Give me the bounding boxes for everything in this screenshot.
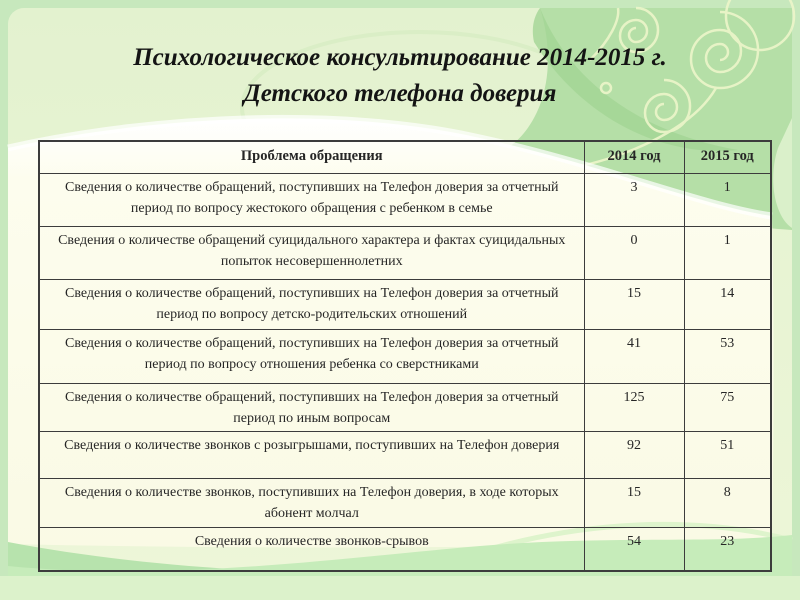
table-row xyxy=(39,479,771,528)
value-2014-cell: 54 xyxy=(584,527,684,571)
value-2014-cell: 125 xyxy=(584,383,684,432)
problem-cell: Сведения о количестве звонков, поступивших на Телефон доверия, в ходе которых абонент молчал xyxy=(39,479,584,528)
value-2014-cell: 3 xyxy=(584,173,684,226)
table-row xyxy=(39,432,771,479)
value-2015-cell: 1 xyxy=(684,173,771,226)
value-2015-cell: 14 xyxy=(684,279,771,329)
col-header-2014: 2014 год xyxy=(584,141,684,173)
statistics-table xyxy=(38,140,772,572)
table-row xyxy=(39,279,771,329)
value-2015-cell: 53 xyxy=(684,329,771,383)
slide-title-line1: Психологическое консультирование 2014-2015 г. xyxy=(133,44,667,71)
table-row xyxy=(39,329,771,383)
col-header-2015: 2015 год xyxy=(684,141,771,173)
table-row xyxy=(39,226,771,279)
value-2014-cell: 15 xyxy=(584,479,684,528)
value-2015-cell: 8 xyxy=(684,479,771,528)
value-2014-cell: 15 xyxy=(584,279,684,329)
problem-cell: Сведения о количестве обращений, поступивших на Телефон доверия за отчетный период по вопросу отношения ребенка со сверстниками xyxy=(39,329,584,383)
slide-title xyxy=(0,40,800,111)
col-header-problem: Проблема обращения xyxy=(39,141,584,173)
value-2015-cell: 75 xyxy=(684,383,771,432)
value-2015-cell: 23 xyxy=(684,527,771,571)
slide-title-line2: Детского телефона доверия xyxy=(243,79,557,107)
problem-cell: Сведения о количестве звонков с розыгрышами, поступивших на Телефон доверия xyxy=(39,432,584,479)
problem-cell: Сведения о количестве обращений, поступивших на Телефон доверия за отчетный период по вопросу детско-родительских отношений xyxy=(39,279,584,329)
value-2014-cell: 92 xyxy=(584,432,684,479)
problem-cell: Сведения о количестве обращений, поступивших на Телефон доверия за отчетный период по вопросу жестокого обращения с ребенком в семье xyxy=(39,173,584,226)
problem-cell: Сведения о количестве звонков-срывов xyxy=(39,527,584,571)
table-header-row xyxy=(39,141,771,173)
value-2014-cell: 0 xyxy=(584,226,684,279)
problem-cell: Сведения о количестве обращений суицидального характера и фактах суицидальных попыток несовершеннолетних xyxy=(39,226,584,279)
table-row xyxy=(39,383,771,432)
value-2015-cell: 51 xyxy=(684,432,771,479)
table-row xyxy=(39,173,771,226)
bottom-band xyxy=(0,576,800,600)
value-2015-cell: 1 xyxy=(684,226,771,279)
problem-cell: Сведения о количестве обращений, поступивших на Телефон доверия за отчетный период по иным вопросам xyxy=(39,383,584,432)
value-2014-cell: 41 xyxy=(584,329,684,383)
table-row xyxy=(39,527,771,571)
